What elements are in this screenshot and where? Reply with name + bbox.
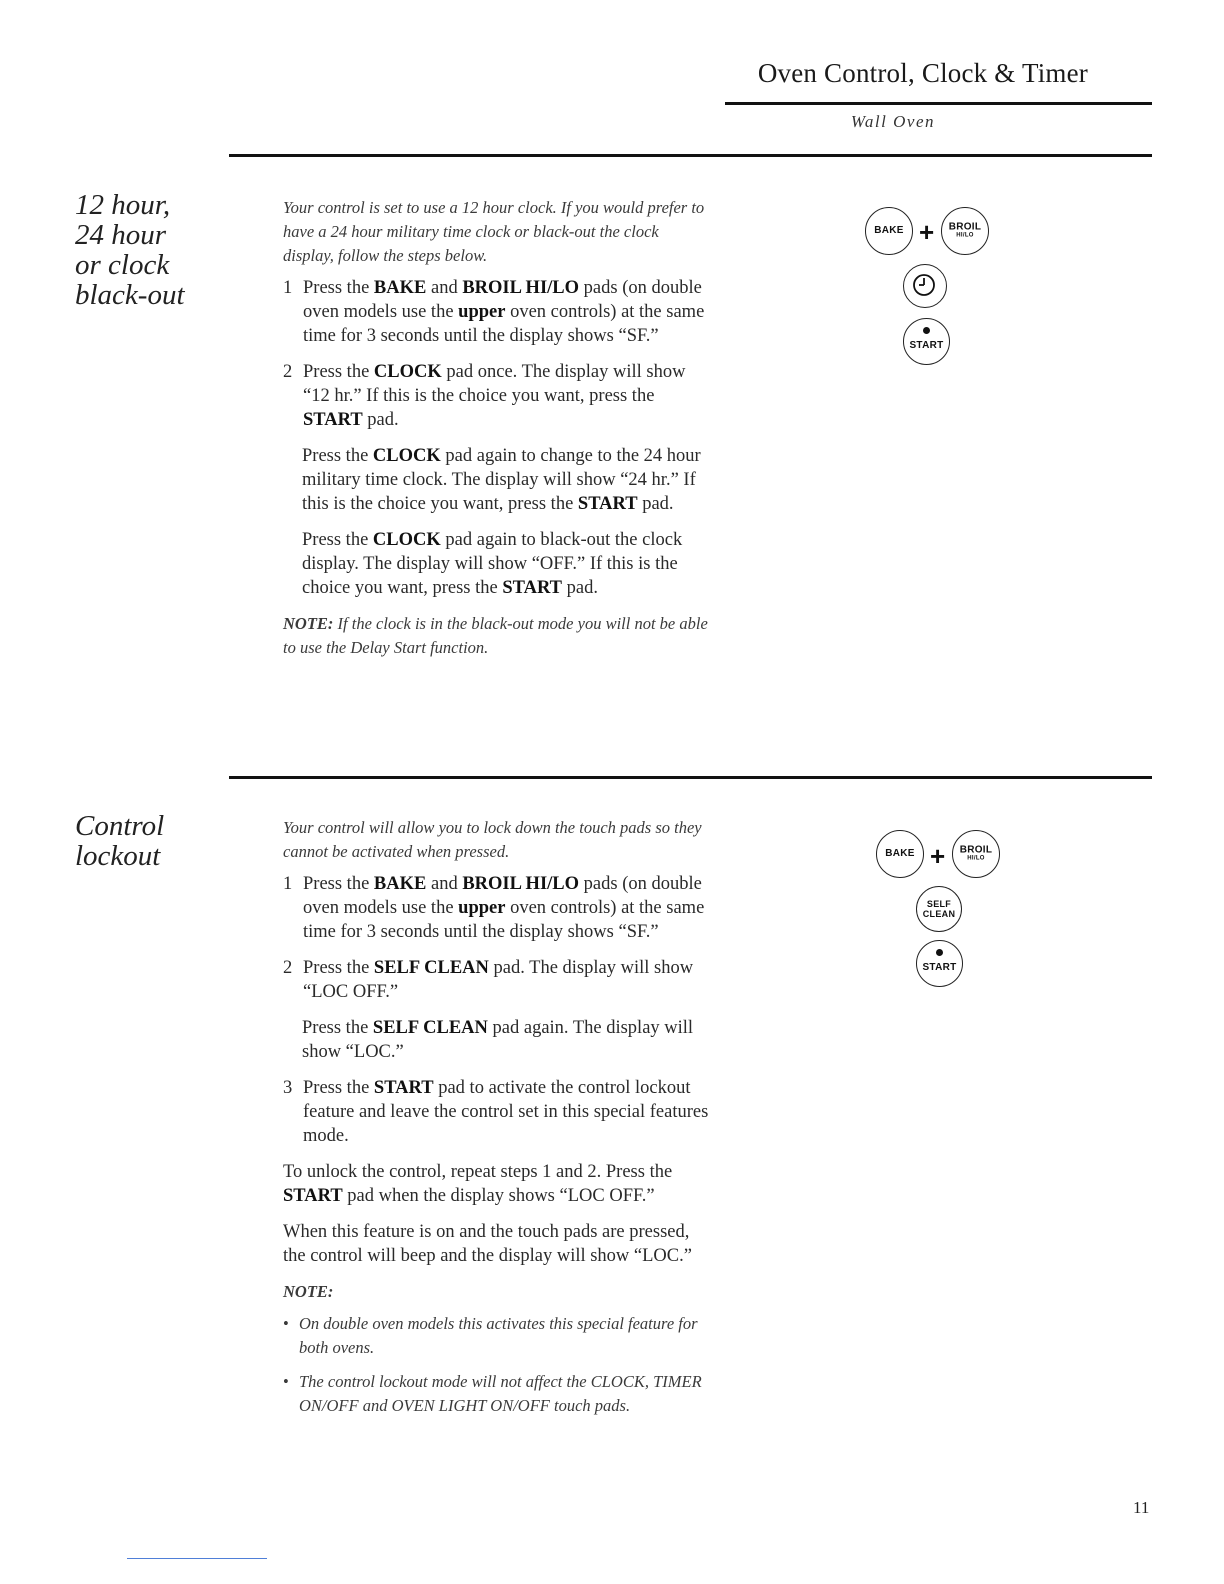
section-title-line: lockout xyxy=(75,840,161,872)
step-number: 2 xyxy=(283,958,293,978)
section-title-clock xyxy=(75,190,185,310)
note: NOTE: If the clock is in the black-out mode you will not be able to use the Delay Start function. xyxy=(283,614,708,657)
start-pad-icon: START xyxy=(916,940,963,987)
page-title: Oven Control, Clock & Timer xyxy=(757,58,1088,88)
section-title-lockout xyxy=(75,811,164,871)
start-dot-icon xyxy=(923,327,930,334)
step-text: Press the BAKE and BROIL HI/LO pads (on double oven models use the upper oven controls) at the same time for 3 seconds until the display shows “SF.” xyxy=(303,874,705,942)
step-item xyxy=(283,360,713,432)
step-item xyxy=(283,872,713,944)
clock-pad-icon xyxy=(903,264,947,308)
step-number: 3 xyxy=(283,1078,293,1098)
step-item xyxy=(283,1076,713,1148)
broil-pad-icon: BROIL HI/LO xyxy=(941,207,989,255)
section-divider xyxy=(229,154,1152,157)
bake-pad-icon: BAKE xyxy=(876,830,924,878)
section-title-line: 12 hour, xyxy=(75,189,171,221)
step-text: Press the SELF CLEAN pad. The display will show “LOC OFF.” xyxy=(303,958,694,1002)
page-number: 11 xyxy=(1133,1498,1150,1517)
section-title-line: black-out xyxy=(75,279,185,311)
unlock-paragraph: To unlock the control, repeat steps 1 and 2. Press the START pad when the display shows “LOC OFF.” xyxy=(283,1162,673,1206)
footer-link-line xyxy=(127,1558,267,1559)
feature-paragraph: When this feature is on and the touch pads are pressed, the control will beep and the display will show “LOC.” xyxy=(283,1222,692,1266)
plus-icon: + xyxy=(919,217,935,247)
page-subtitle: Wall Oven xyxy=(850,112,935,131)
clock-instructions xyxy=(283,196,713,660)
start-pad-icon: START xyxy=(903,318,950,365)
step-item xyxy=(283,276,713,348)
bullet-text: The control lockout mode will not affect the CLOCK, TIMER ON/OFF and OVEN LIGHT ON/OFF touch pads. xyxy=(299,1372,702,1415)
plus-icon: + xyxy=(930,841,946,871)
step-text: Press the START pad to activate the control lockout feature and leave the control set in this special features mode. xyxy=(303,1078,709,1146)
note-label: NOTE: xyxy=(283,1282,334,1301)
title-rule xyxy=(725,102,1152,105)
step-text: Press the CLOCK pad once. The display will show “12 hr.” If this is the choice you want, press the START pad. xyxy=(303,362,686,430)
note-bullet xyxy=(283,1370,713,1418)
intro-text: Your control is set to use a 12 hour clock. If you would prefer to have a 24 hour military time clock or black-out the clock display, follow the steps below. xyxy=(283,198,705,265)
bullet-icon: • xyxy=(283,1372,289,1391)
step-continuation: Press the CLOCK pad again to black-out the clock display. The display will show “OFF.” If this is the choice you want, press the START pad. xyxy=(302,530,683,598)
bullet-text: On double oven models this activates this special feature for both ovens. xyxy=(299,1314,698,1357)
self-clean-pad-icon: SELF CLEAN xyxy=(916,886,962,932)
section-title-line: Control xyxy=(75,810,165,842)
step-text: Press the BAKE and BROIL HI/LO pads (on double oven models use the upper oven controls) at the same time for 3 seconds until the display shows “SF.” xyxy=(303,278,705,346)
step-number: 2 xyxy=(283,362,293,382)
bake-pad-icon: BAKE xyxy=(865,207,913,255)
step-item xyxy=(283,956,713,1004)
bullet-icon: • xyxy=(283,1314,289,1333)
section-title-line: 24 hour xyxy=(75,219,167,251)
section-divider xyxy=(229,776,1152,779)
step-number: 1 xyxy=(283,874,293,894)
section-title-line: or clock xyxy=(75,249,170,281)
step-number: 1 xyxy=(283,278,293,298)
broil-pad-icon: BROIL HI/LO xyxy=(952,830,1000,878)
start-dot-icon xyxy=(936,949,943,956)
lockout-instructions xyxy=(283,816,713,1428)
intro-text: Your control will allow you to lock down the touch pads so they cannot be activated when pressed. xyxy=(283,818,702,861)
note-bullet xyxy=(283,1312,713,1360)
step-continuation: Press the SELF CLEAN pad again. The display will show “LOC.” xyxy=(302,1018,694,1062)
step-continuation: Press the CLOCK pad again to change to the 24 hour military time clock. The display will show “24 hr.” If this is the choice you want, press the START pad. xyxy=(302,446,701,514)
